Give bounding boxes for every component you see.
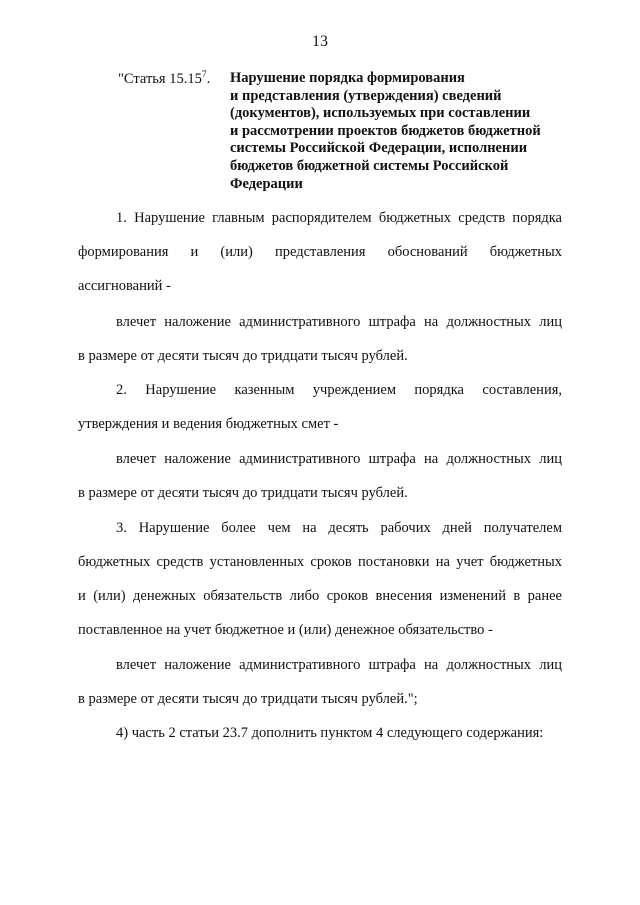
text-line: поставленное на учет бюджетное и (или) денежное обязательство - [78,622,493,638]
text-line: 2. Нарушение казенным учреждением порядка составления, [116,382,562,398]
text-line: влечет наложение административного штрафа на должностных лиц [116,451,562,467]
article-title [230,70,570,193]
article-title-line: Федерации [230,175,303,192]
article-title-line: (документов), используемых при составлении [230,105,531,122]
article-label-text: "Статья 15.15 [118,70,202,87]
text-line: 3. Нарушение более чем на десять рабочих дней получателем [116,520,562,536]
text-line: формирования и (или) представления обоснований бюджетных [78,244,562,260]
text-line: в размере от десяти тысяч до тридцати тысяч рублей. [78,485,408,501]
text-line: 1. Нарушение главным распорядителем бюджетных средств порядка [116,210,562,226]
paragraph-penalty-2 [78,442,562,510]
text-line: влечет наложение административного штрафа на должностных лиц [116,314,562,330]
paragraph-3 [78,511,562,647]
article-label [118,70,210,88]
paragraph-penalty-1 [78,305,562,373]
article-label-suffix: . [206,70,211,87]
text-line: 4) часть 2 статьи 23.7 дополнить пунктом 4 следующего содержания: [116,725,544,741]
article-title-line: и рассмотрении проектов бюджетов бюджетной [230,122,541,139]
text-line: в размере от десяти тысяч до тридцати тысяч рублей. [78,348,408,364]
article-title-line: бюджетов бюджетной системы Российской [230,157,509,174]
article-label-superscript: 7 [201,70,207,80]
text-line: утверждения и ведения бюджетных смет - [78,416,339,432]
paragraph-2 [78,373,562,441]
paragraph-penalty-3 [78,648,562,716]
text-line: влечет наложение административного штрафа на должностных лиц [116,657,562,673]
article-title-line: системы Российской Федерации, исполнении [230,140,528,157]
page-number: 13 [312,33,328,50]
text-line: в размере от десяти тысяч до тридцати тысяч рублей."; [78,691,418,707]
text-line: и (или) денежных обязательств либо сроков внесения изменений в ранее [78,588,562,604]
text-line: бюджетных средств установленных сроков постановки на учет бюджетных [78,554,562,570]
paragraph-1 [78,201,562,303]
article-title-line: и представления (утверждения) сведений [230,87,502,104]
text-line: ассигнований - [78,278,171,294]
paragraph-4 [78,716,562,750]
article-title-line: Нарушение порядка формирования [230,70,465,86]
